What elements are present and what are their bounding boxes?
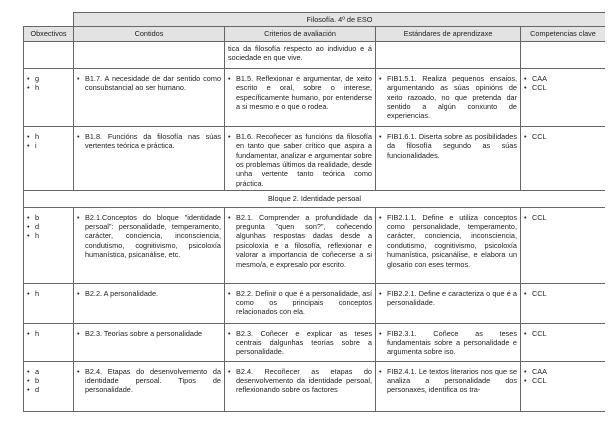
content-cell bbox=[74, 323, 225, 361]
content-cell bbox=[74, 68, 225, 126]
competences-cell bbox=[521, 41, 606, 68]
objective-item: • i bbox=[27, 141, 70, 150]
standards-cell bbox=[376, 68, 521, 126]
criteria-cell bbox=[225, 68, 376, 126]
criteria-cell bbox=[225, 126, 376, 190]
competence-item: • CAA bbox=[524, 74, 602, 83]
table-row bbox=[24, 361, 606, 411]
standards-cell bbox=[376, 283, 521, 323]
content-cell bbox=[74, 126, 225, 190]
criteria-text: • B1.6. Recoñecer as funcións da filosofía en tanto que saber crítico que aspira a fundamentar, analizar e argumentar sobre os problemas últimos da realidade, desde unha vertente tanto teórica como práctica. bbox=[228, 132, 372, 188]
table-row bbox=[24, 68, 606, 126]
objectives-cell bbox=[24, 283, 74, 323]
curriculum-table-container bbox=[23, 12, 605, 439]
curriculum-table bbox=[23, 12, 605, 412]
content-cell bbox=[74, 283, 225, 323]
block-title-row bbox=[24, 191, 606, 207]
standards-text: • FIB1.6.1. Diserta sobre as posibilidades da filosofía segundo as súas funcionalidades. bbox=[379, 132, 517, 160]
standards-cell bbox=[376, 323, 521, 361]
objective-item: • h bbox=[27, 289, 70, 298]
criteria-cell bbox=[225, 361, 376, 411]
header-standards: Estándares de aprendizaxe bbox=[376, 27, 521, 41]
content-text: • B2.2. A personalidade. bbox=[77, 289, 221, 298]
content-text: • B2.3. Teorías sobre a personalidade bbox=[77, 329, 221, 338]
objective-item: • a bbox=[27, 367, 70, 376]
competence-item: • CCL bbox=[524, 132, 602, 141]
objective-item: • h bbox=[27, 132, 70, 141]
competences-cell bbox=[521, 68, 606, 126]
header-criteria: Criterios de avaliación bbox=[225, 27, 376, 41]
objective-item: • h bbox=[27, 83, 70, 92]
content-text: • B2.4. Etapas do desenvolvemento da identidade persoal. Tipos de personalidade. bbox=[77, 367, 221, 395]
content-text: • B2.1.Conceptos do bloque "identidade persoal": personalidade, temperamento, carácter, conciencia, inconsciencia, condutismo, cognitivismo, psicoloxía humanística, psicanálise, etc. bbox=[77, 213, 221, 260]
criteria-cell bbox=[225, 323, 376, 361]
table-row bbox=[24, 41, 606, 68]
objective-item: • g bbox=[27, 74, 70, 83]
header-competences: Competencias clave bbox=[521, 27, 606, 41]
competence-item: • CAA bbox=[524, 367, 602, 376]
standards-text: • FIB2.2.1. Define e caracteriza o que é a personalidade. bbox=[379, 289, 517, 308]
competences-cell bbox=[521, 207, 606, 283]
competence-item: • CCL bbox=[524, 376, 602, 385]
objectives-cell bbox=[24, 126, 74, 190]
objectives-cell bbox=[24, 361, 74, 411]
objective-item: • h bbox=[27, 231, 70, 240]
competences-cell bbox=[521, 283, 606, 323]
table-title: Filosofía. 4º de ESO bbox=[74, 13, 606, 27]
objectives-cell bbox=[24, 207, 74, 283]
criteria-text: • B1.5. Reflexionar e argumentar, de xeito escrito e oral, sobre o interese, específicamente humano, por entenderse a si mesmo e o que o rodea. bbox=[228, 74, 372, 112]
criteria-text: • B2.3. Coñecer e explicar as teses centrais dalgunhas teorías sobre a personalidade. bbox=[228, 329, 372, 357]
objective-item: • b bbox=[27, 376, 70, 385]
table-row bbox=[24, 283, 606, 323]
criteria-cell: tica da filosofía respecto ao individuo e á sociedade en que vive. bbox=[225, 41, 376, 68]
block-title: Bloque 2. Identidade persoal bbox=[24, 191, 606, 207]
standards-cell bbox=[376, 126, 521, 190]
standards-cell bbox=[376, 207, 521, 283]
header-row bbox=[24, 27, 606, 41]
header-contents: Contidos bbox=[74, 27, 225, 41]
content-text: • B1.8. Funcións da filosofía nas súas vertentes teórica e práctica. bbox=[77, 132, 221, 151]
content-cell bbox=[74, 207, 225, 283]
criteria-cell bbox=[225, 283, 376, 323]
standards-text: • FIB2.1.1. Define e utiliza conceptos como personalidade, temperamento, carácter, conciencia, inconsciencia, condutismo, cognitivismo, psicoloxía humanística, psicanálise, e elabora un glosario con eses termos. bbox=[379, 213, 517, 269]
header-objectives: Obxectivos bbox=[24, 27, 74, 41]
objectives-cell bbox=[24, 323, 74, 361]
competences-cell bbox=[521, 126, 606, 190]
standards-cell bbox=[376, 361, 521, 411]
title-row bbox=[24, 13, 606, 27]
competences-cell bbox=[521, 323, 606, 361]
criteria-text: • B2.4. Recoñecer as etapas do desenvolvemento da identidade persoal, reflexionando sobre os factores bbox=[228, 367, 372, 395]
competence-item: • CCL bbox=[524, 83, 602, 92]
objectives-cell bbox=[24, 41, 74, 68]
objective-item: • d bbox=[27, 222, 70, 231]
competence-item: • CCL bbox=[524, 213, 602, 222]
table-row bbox=[24, 207, 606, 283]
standards-cell bbox=[376, 41, 521, 68]
standards-text: • FIB2.3.1. Coñece as teses fundamentais sobre a personalidade e argumenta sobre iso. bbox=[379, 329, 517, 357]
criteria-cell bbox=[225, 207, 376, 283]
table-row bbox=[24, 323, 606, 361]
objectives-cell bbox=[24, 68, 74, 126]
competence-item: • CCL bbox=[524, 329, 602, 338]
competence-item: • CCL bbox=[524, 289, 602, 298]
objective-item: • b bbox=[27, 213, 70, 222]
criteria-text: • B2.1. Comprender a profundidade da pregunta "quen son?", coñecendo algunhas respostas dadas desde a psicoloxía e a filosofía, reflexionar e valorar a importancia de coñecerse a si mesmo/a, e expresalo por escrito. bbox=[228, 213, 372, 269]
objective-item: • h bbox=[27, 329, 70, 338]
objective-item: • d bbox=[27, 385, 70, 394]
competences-cell bbox=[521, 361, 606, 411]
content-cell bbox=[74, 41, 225, 68]
content-cell bbox=[74, 361, 225, 411]
criteria-text: • B2.2. Definir o que é a personalidade, así como os principais conceptos relacionados con ela. bbox=[228, 289, 372, 317]
standards-text: • FIB1.5.1. Realiza pequenos ensaios, argumentando as súas opinións de xeito razoado, no que pretenda dar sentido a algún conxunto de experiencias. bbox=[379, 74, 517, 121]
blank-corner bbox=[24, 13, 74, 27]
content-text: • B1.7. A necesidade de dar sentido como consubstancial ao ser humano. bbox=[77, 74, 221, 93]
standards-text: • FIB2.4.1. Le textos literarios nos que se analiza a personalidade dos personaxes, identifica os tra- bbox=[379, 367, 517, 395]
table-row bbox=[24, 126, 606, 190]
